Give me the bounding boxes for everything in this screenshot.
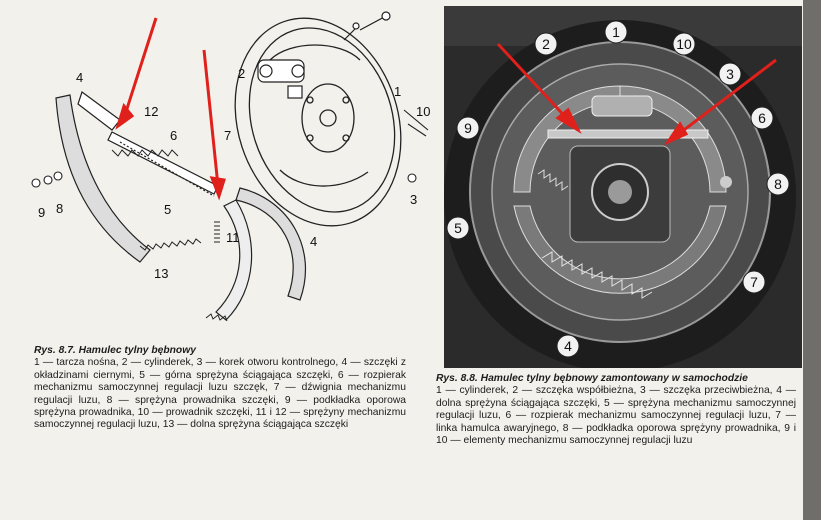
photo-callout-7: 7 bbox=[750, 274, 758, 290]
caption-body-8-8: 1 — cylinderek, 2 — szczęka współbieżna, 3 — szczęka przeciwbieżna, 4 — dolna sprężyna ściągająca szczęki, 5 — sprężyna mechanizmu samoczynnej regulacji luzu, 6 — rozpierak mechanizmu samoczynnej regulacji luzu, 7 — linka hamulca awaryjnego, 8 — podkładka oporowa sprężyny prowadnika, 9 i 10 — elementy mechanizmu samoczynnej regulacji luzu bbox=[436, 385, 796, 447]
caption-fig-8-7 bbox=[34, 345, 406, 432]
callout-6: 6 bbox=[170, 128, 178, 143]
callout-1: 1 bbox=[394, 84, 402, 99]
callout-3: 3 bbox=[410, 192, 418, 207]
photo-callout-4: 4 bbox=[564, 338, 572, 354]
caption-title-8-8: Rys. 8.8. Hamulec tylny bębnowy zamontowany w samochodzie bbox=[436, 373, 748, 384]
caption-fig-8-8 bbox=[436, 373, 796, 447]
page-edge-shadow bbox=[803, 0, 821, 520]
photo-callout-2: 2 bbox=[542, 36, 550, 52]
left-callouts bbox=[38, 66, 430, 281]
callout-5: 5 bbox=[164, 202, 172, 217]
callout-13: 13 bbox=[154, 266, 169, 281]
mounted-brake-photo bbox=[444, 6, 802, 368]
photo-callout-6: 6 bbox=[758, 110, 766, 126]
callout-9: 9 bbox=[38, 205, 46, 220]
mounted-brake-svg bbox=[444, 6, 802, 368]
photo-callout-8: 8 bbox=[774, 176, 782, 192]
brake-shoe-upper bbox=[56, 92, 150, 262]
exploded-brake-svg bbox=[0, 0, 430, 340]
callout-7: 7 bbox=[224, 128, 232, 143]
callout-2: 2 bbox=[238, 66, 246, 81]
caption-body-8-7: 1 — tarcza nośna, 2 — cylinderek, 3 — korek otworu kontrolnego, 4 — szczęki z okładzinami ciernymi, 5 — górna sprężyna ściągająca szczęki, 6 — rozpierak mechanizmu samoczynnej regulacji luzu szczęk, 7 — dźwignia mechanizmu regulacji luzu, 8 — sprężyna prowadnika szczęki, 9 — podkładka oporowa sprężyna prowadnika, 10 — prowadnik szczęki, 11 i 12 — sprężyny mechanizmu samoczynnej regulacji luzu, 13 — dolna sprężyna ściągająca szczęki bbox=[34, 357, 406, 431]
photo-callout-5: 5 bbox=[454, 220, 462, 236]
callout-11: 11 bbox=[226, 230, 240, 245]
brake-shoe-lower bbox=[216, 188, 305, 320]
wheel-cylinder bbox=[258, 60, 304, 98]
photo-callout-3: 3 bbox=[726, 66, 734, 82]
callout-8: 8 bbox=[56, 201, 64, 216]
photo-callout-10: 10 bbox=[676, 36, 692, 52]
callout-4-upper: 4 bbox=[76, 70, 84, 85]
caption-title-8-7: Rys. 8.7. Hamulec tylny bębnowy bbox=[34, 345, 196, 356]
adjuster-strut bbox=[108, 132, 218, 196]
callout-12: 12 bbox=[144, 104, 159, 119]
callout-4-lower: 4 bbox=[310, 234, 318, 249]
callout-10: 10 bbox=[416, 104, 430, 119]
photo-callout-9: 9 bbox=[464, 120, 472, 136]
exploded-brake-drawing bbox=[0, 0, 430, 340]
photo-callout-1: 1 bbox=[612, 24, 620, 40]
